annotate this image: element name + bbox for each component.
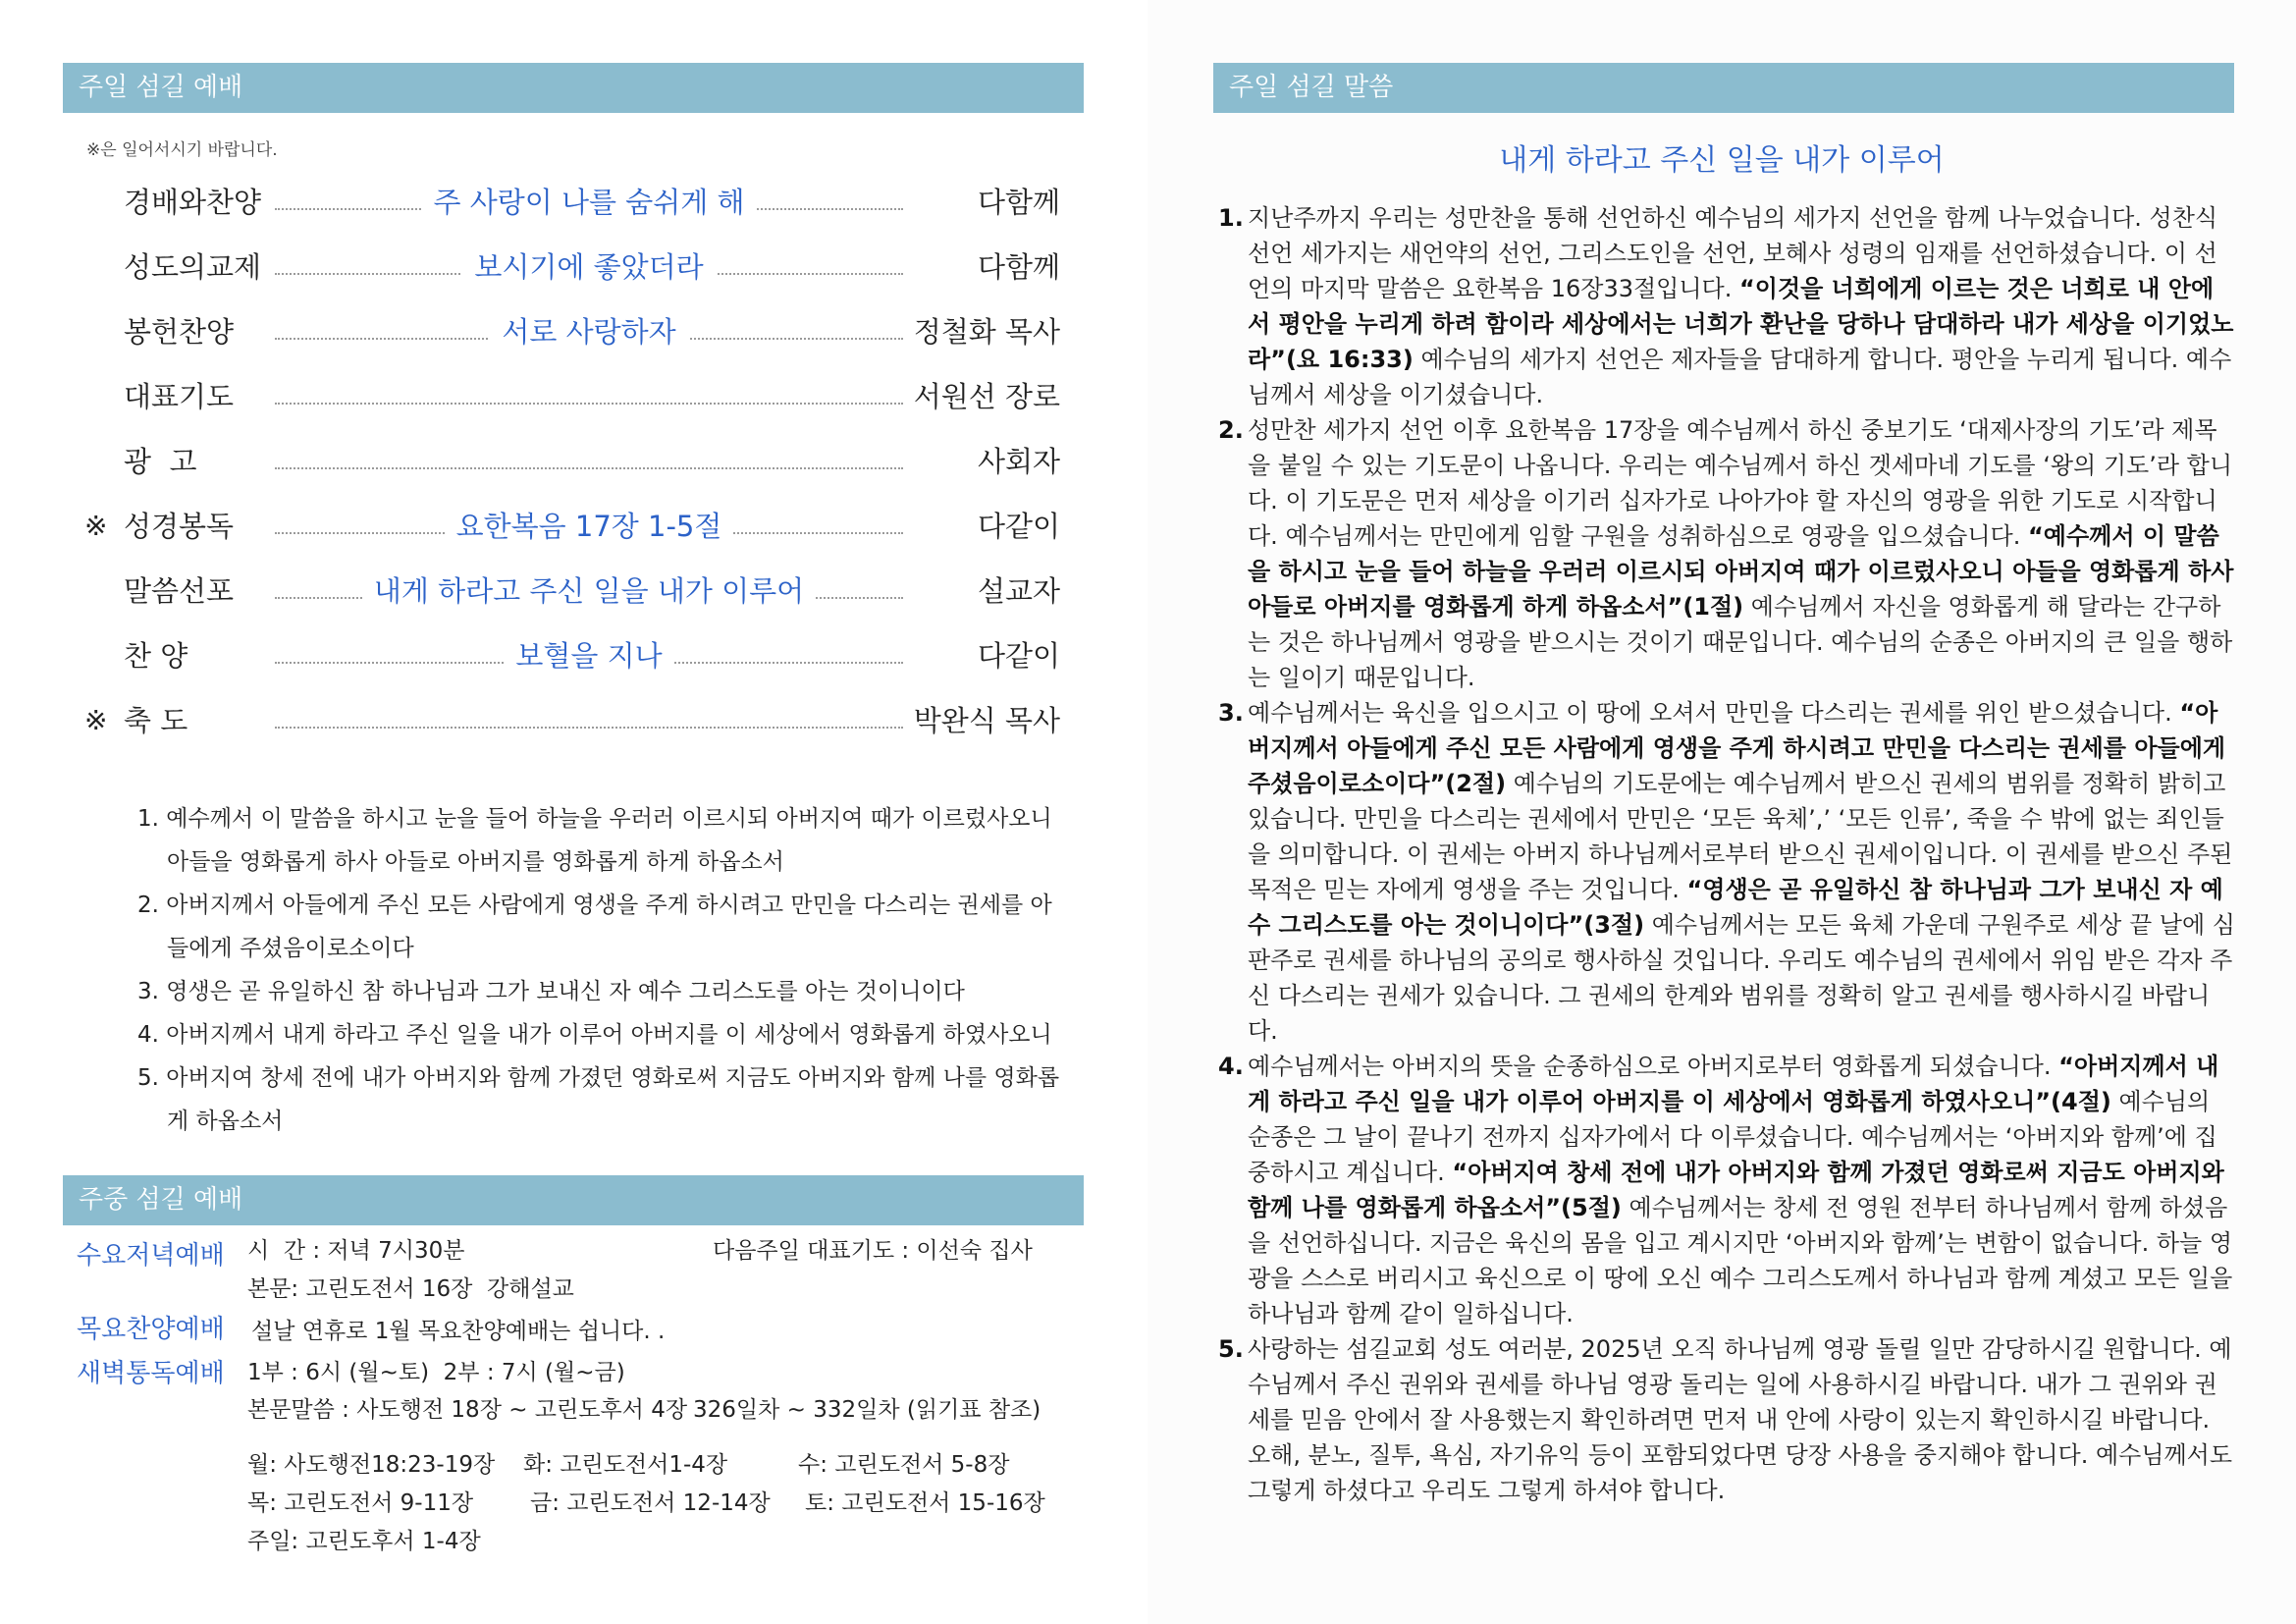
stand-mark: ※ — [84, 704, 108, 736]
order-row — [0, 312, 1148, 352]
dotted-leader — [275, 727, 903, 729]
dotted-leader — [275, 467, 903, 469]
order-row — [0, 507, 1148, 546]
sermon-paragraph: 4. 예수님께서는 아버지의 뜻을 순종하심으로 아버지로부터 영화롭게 되셨습니다. “아버지께서 내게 하라고 주신 일을 내가 이루어 아버지를 이 세상에서 영화롭게 하였사오니”(4절) 예수님의 순종은 그 날이 끝나기 전까지 십자가에서 다 이루셨습니다. 예수님께서는 ‘아버지와 함께’에 집중하시고 계십니다. “아버지여 창세 전에 내가 아버지와 함께 가졌던 영화로써 지금도 아버지와 함께 나를 영화롭게 하옵소서”(5절) 예수님께서는 창세 전 영원 전부터 하나님께서 함께 하셨음을 선언하십니다. 지금은 육신의 몸을 입고 계시지만 ‘아버지와 함께’는 변함이 없습니다. 하늘 영광을 스스로 버리시고 육신으로 이 땅에 오신 예수 그리스도께서 하나님과 함께 계셨고 모든 일을 하나님과 함께 같이 일하십니다. — [1218, 1049, 2235, 1331]
reading-mon: 월: 사도행전18:23-19장 — [247, 1452, 496, 1478]
sermon-paragraph: 3. 예수님께서는 육신을 입으시고 이 땅에 오셔서 만민을 다스리는 권세를 위인 받으셨습니다. “아버지께서 아들에게 주신 모든 사람에게 영생을 주게 하시려고 만민을 다스리는 권세를 아들에게 주셨음이로소이다”(2절) 예수님의 기도문에는 예수님께서 받으신 권세의 범위를 정확히 밝히고 있습니다. 만민을 다스리는 권세에서 만민은 ‘모든 육체’,’ ‘모든 인류’, 죽을 수 밖에 없는 죄인들을 의미합니다. 이 권세는 아버지 하나님께서로부터 받으신 권세이입니다. 이 권세를 받으신 주된 목적은 믿는 자에게 영생을 주는 것입니다. “영생은 곧 유일하신 참 하나님과 그가 보내신 자 예수 그리스도를 아는 것이니이다”(3절) 예수님께서는 모든 육체 가운데 구원주로 세상 끝 날에 심판주로 권세를 하나님의 공의로 행사하실 것입니다. 우리도 예수님의 권세에서 위임 받은 각자 주신 다스리는 권세가 있습니다. 그 권세의 한계와 범위를 정확히 알고 권세를 행사하시길 바랍니다. — [1218, 695, 2235, 1049]
order-row — [0, 183, 1148, 222]
dawn-service-label: 새벽통독예배 — [77, 1359, 225, 1388]
order-label: 성도의교제 — [124, 250, 262, 284]
reading-thu: 목: 고린도전서 9-11장 — [247, 1490, 474, 1516]
order-row — [0, 701, 1148, 740]
thursday-text: 설날 연휴로 1월 목요찬양예배는 쉽니다. . — [251, 1319, 666, 1344]
dotted-leader — [275, 403, 903, 405]
sermon-paragraph: 5. 사랑하는 섬길교회 성도 여러분, 2025년 오직 하나님께 영광 돌릴 일만 감당하시길 원합니다. 예수님께서 주신 권위와 권세를 하나님 영광 돌리는 일에 사용하시길 바랍니다. 내가 그 권위와 권세를 믿음 안에서 잘 사용했는지 확인하려면 먼저 내 안에 사랑이 있는지 확인하시길 바랍니다. 오해, 분노, 질투, 욕심, 자기유익 등이 포함되었다면 당장 사용을 중지해야 합니다. 예수님께서도 그렇게 하셨다고 우리도 그렇게 하셔야 합니다. — [1218, 1331, 2235, 1508]
next-prayer: 다음주일 대표기도 : 이선숙 집사 — [713, 1238, 1033, 1264]
reading-wed: 수: 고린도전서 5-8장 — [798, 1452, 1010, 1478]
reading-fri: 금: 고린도전서 12-14장 — [530, 1490, 771, 1516]
order-person: 다같이 — [977, 510, 1060, 543]
order-person: 정철화 목사 — [913, 315, 1060, 349]
order-person: 서원선 장로 — [913, 380, 1060, 413]
sermon-paragraph: 2. 성만찬 세가지 선언 이후 요한복음 17장을 예수님께서 하신 중보기도 ‘대제사장의 기도’라 제목을 붙일 수 있는 기도문이 나옵니다. 우리는 예수님께서 하신 겟세마네 기도를 ‘왕의 기도’라 합니다. 이 기도문은 먼저 세상을 이기러 십자가로 나아가야 할 자신의 영광을 위한 기도로 시작합니다. 예수님께서는 만민에게 임할 구원을 성취하심으로 영광을 입으셨습니다. “예수께서 이 말씀을 하시고 눈을 들어 하늘을 우러러 이르시되 아버지여 때가 이르렀사오니 아들을 영화롭게 하사 아들로 아버지를 영화롭게 하게 하옵소서”(1절) 예수님께서 자신을 영화롭게 해 달라는 간구하는 것은 하나님께서 영광을 받으시는 것이기 때문입니다. 예수님의 순종은 아버지의 큰 일을 행하는 일이기 때문입니다. — [1218, 412, 2235, 695]
wednesday-time: 시 간 : 저녁 7시30분 — [247, 1238, 465, 1264]
wednesday-service-label: 수요저녁예배 — [77, 1241, 225, 1271]
reading-sun: 주일: 고린도후서 1-4장 — [247, 1529, 481, 1554]
scripture-verse: 3. 영생은 곧 유일하신 참 하나님과 그가 보내신 자 예수 그리스도를 아는 것이니이다 — [137, 979, 965, 1004]
order-row — [0, 442, 1148, 481]
order-content: 주 사랑이 나를 숨쉬게 해 — [275, 183, 903, 222]
thursday-service-label: 목요찬양예배 — [77, 1315, 225, 1344]
order-label: 광 고 — [124, 445, 197, 478]
scripture-verse: 4. 아버지께서 내게 하라고 주신 일을 내가 이루어 아버지를 이 세상에서 영화롭게 하였사오니 — [137, 1022, 1052, 1048]
order-row — [0, 571, 1148, 611]
order-content: 요한복음 17장 1-5절 — [275, 507, 903, 546]
stand-note: ※은 일어서시기 바랍니다. — [86, 140, 278, 160]
reading-tue: 화: 고린도전서1-4장 — [523, 1452, 728, 1478]
scripture-verse: 5. 아버지여 창세 전에 내가 아버지와 함께 가졌던 영화로써 지금도 아버지와 함께 나를 영화롭게 하옵소서 — [137, 1065, 1060, 1134]
order-person: 다함께 — [977, 250, 1060, 284]
order-person: 사회자 — [977, 445, 1060, 478]
order-content: 보시기에 좋았더라 — [275, 247, 903, 287]
paragraph-number: 1. — [1218, 204, 1244, 232]
order-label: 찬 양 — [124, 639, 188, 673]
order-content: 서로 사랑하자 — [275, 312, 903, 352]
paragraph-number: 3. — [1218, 699, 1244, 727]
order-content: 보혈을 지나 — [275, 636, 903, 676]
order-label: 대표기도 — [124, 380, 235, 413]
stand-mark: ※ — [84, 510, 108, 542]
scripture-reading-list — [137, 797, 1070, 1143]
weekday-worship-header: 주중 섬길 예배 — [63, 1175, 1084, 1225]
dawn-text: 본문말씀 : 사도행전 18장 ~ 고린도후서 4장 — [247, 1397, 688, 1423]
paragraph-number: 5. — [1218, 1335, 1244, 1363]
order-label: 말씀선포 — [124, 574, 235, 608]
wednesday-text: 본문: 고린도전서 16장 강해설교 — [247, 1276, 574, 1302]
order-person: 다함께 — [977, 186, 1060, 219]
dawn-days: 326일차 ~ 332일차 (읽기표 참조) — [693, 1397, 1041, 1423]
paragraph-number: 2. — [1218, 416, 1244, 444]
scripture-verse: 2. 아버지께서 아들에게 주신 모든 사람에게 영생을 주게 하시려고 만민을 다스리는 권세를 아들에게 주셨음이로소이다 — [137, 893, 1052, 961]
order-label: 축 도 — [124, 704, 188, 737]
scripture-verse: 1. 예수께서 이 말씀을 하시고 눈을 들어 하늘을 우러러 이르시되 아버지여 때가 이르렀사오니 아들을 영화롭게 하사 아들로 아버지를 영화롭게 하게 하옵소서 — [137, 806, 1052, 875]
order-row — [0, 377, 1148, 416]
sermon-header: 주일 섬길 말씀 — [1213, 63, 2234, 113]
sermon-paragraph: 1. 지난주까지 우리는 성만찬을 통해 선언하신 예수님의 세가지 선언을 함께 나누었습니다. 성찬식 선언 세가지는 새언약의 선언, 그리스도인을 선언, 보혜사 성령의 임재를 선언하셨습니다. 이 선언의 마지막 말씀은 요한복음 16장33절입니다. “이것을 너희에게 이르는 것은 너희로 내 안에서 평안을 누리게 하려 함이라 세상에서는 너희가 환난을 당하나 담대하라 내가 세상을 이기었노라”(요 16:33) 예수님의 세가지 선언은 제자들을 담대하게 합니다. 평안을 누리게 됩니다. 예수님께서 세상을 이기셨습니다. — [1218, 200, 2235, 412]
order-row — [0, 636, 1148, 676]
order-person: 설교자 — [977, 574, 1060, 608]
order-label: 경배와찬양 — [124, 186, 262, 219]
order-label: 성경봉독 — [124, 510, 235, 543]
order-row — [0, 247, 1148, 287]
order-person: 다같이 — [977, 639, 1060, 673]
sunday-worship-header: 주일 섬길 예배 — [63, 63, 1084, 113]
reading-sat: 토: 고린도전서 15-16장 — [805, 1490, 1045, 1516]
paragraph-number: 4. — [1218, 1053, 1244, 1080]
order-label: 봉헌찬양 — [124, 315, 235, 349]
order-person: 박완식 목사 — [913, 704, 1060, 737]
sermon-title: 내게 하라고 주신 일을 내가 이루어 — [1499, 143, 1945, 178]
order-content: 내게 하라고 주신 일을 내가 이루어 — [275, 571, 903, 611]
sermon-paragraphs — [1218, 200, 2235, 1508]
dawn-time: 1부 : 6시 (월~토) 2부 : 7시 (월~금) — [247, 1360, 625, 1385]
